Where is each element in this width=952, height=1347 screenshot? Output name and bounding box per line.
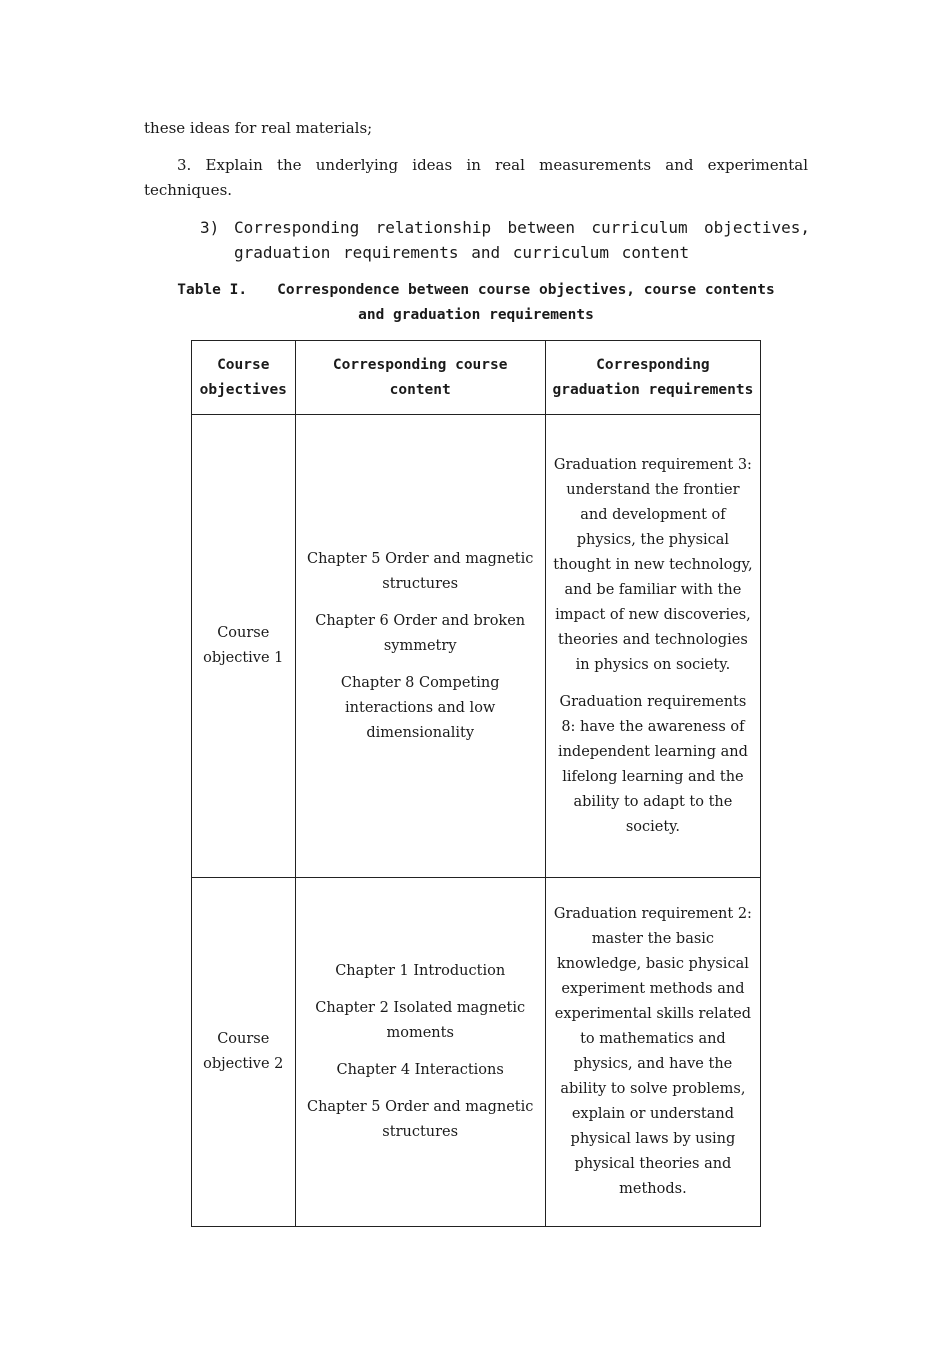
objective-cell: Course objective 2: [192, 878, 296, 1227]
content-item: Chapter 2 Isolated magnetic moments: [315, 1000, 526, 1041]
table-caption-text: Correspondence between course objectives, course contents and graduation requirements: [277, 282, 775, 323]
section-heading: [200, 215, 810, 265]
requirement-cell: [545, 415, 760, 878]
table-row: [192, 415, 761, 878]
content-item: Chapter 5 Order and magnetic structures: [306, 550, 534, 592]
content-item: Chapter 1 Introduction: [335, 963, 506, 979]
content-cell: [295, 415, 545, 878]
header-graduation-requirements: Corresponding graduation requirements: [545, 341, 760, 415]
content-item: Chapter 5 Order and magnetic structures: [306, 1099, 534, 1140]
content-item: Chapter 6 Order and broken symmetry: [315, 612, 526, 654]
requirement-item: Graduation requirement 2: master the basic knowledge, basic physical experiment methods and experimental skills related to mathematics and physics, and have the ability to solve problems, explain or understand physical laws by using physical theories and methods.: [553, 906, 752, 1197]
table-header-row: [192, 341, 761, 415]
content-item: Chapter 4 Interactions: [336, 1062, 504, 1078]
header-course-objectives: Course objectives: [192, 341, 296, 415]
table-caption-label: Table I.: [177, 282, 248, 298]
header-course-content: Corresponding course content: [295, 341, 545, 415]
section-title: Corresponding relationship between curriculum objectives, graduation requirements and curriculum content: [234, 218, 810, 262]
content-cell: [295, 878, 545, 1227]
objective-cell: Course objective 1: [192, 415, 296, 878]
intro-line: these ideas for real materials;: [144, 119, 373, 137]
requirement-item: Graduation requirement 3: understand the frontier and development of physics, the physical thought in new technology, and be familiar with the impact of new discoveries, theories and technologies in physics on society.: [553, 456, 753, 673]
list-item-3: 3. Explain the underlying ideas in real measurements and experimental techniques.: [144, 156, 808, 199]
table-row: [192, 878, 761, 1227]
correspondence-table: [191, 340, 761, 1227]
section-number: 3): [200, 218, 220, 237]
table-caption: [160, 278, 792, 328]
content-item: Chapter 8 Competing interactions and low dimensionality: [340, 674, 500, 741]
requirement-item: Graduation requirements 8: have the awareness of independent learning and lifelong learning and the ability to adapt to the society.: [557, 693, 748, 835]
requirement-cell: [545, 878, 760, 1227]
